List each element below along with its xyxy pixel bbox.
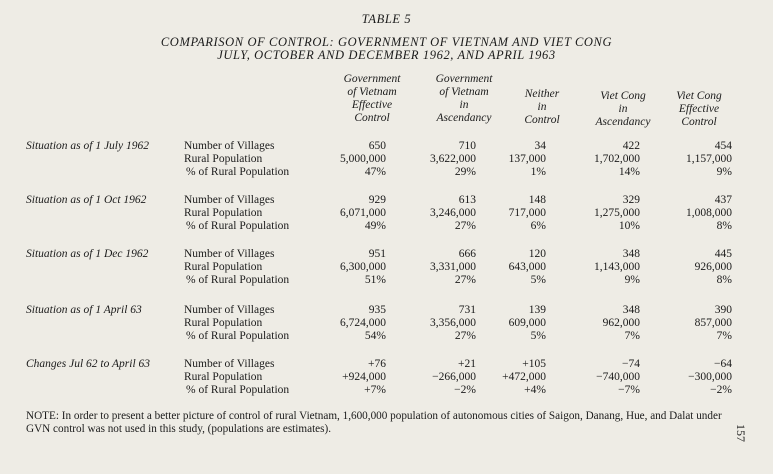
table-cell: 14% (618, 166, 640, 179)
column-header-neither-in-control: Neither in Control (524, 88, 560, 126)
table-cell: 613 (458, 194, 476, 206)
table-cell: −740,000 (596, 371, 640, 384)
page-number: 157 (734, 424, 748, 442)
table-cell: 120 (528, 248, 546, 260)
cell-column (318, 194, 386, 234)
table-cell: 27% (454, 330, 476, 343)
cell-column (500, 248, 546, 288)
table-cell: +4% (524, 384, 546, 397)
table-cell: 329 (622, 194, 640, 206)
cell-column (662, 194, 732, 234)
table-cell: 422 (622, 140, 640, 152)
table-cell: 5% (530, 274, 546, 287)
table-cell: +105 (522, 358, 546, 370)
column-header-gvn-effective-control: Government of Vietnam Effective Control (343, 73, 401, 124)
table-cell: 6,071,000 (340, 207, 386, 220)
table-cell: 9% (624, 274, 640, 287)
cell-column (662, 358, 732, 398)
table-cell: 8% (716, 220, 732, 233)
table-cell: 137,000 (508, 153, 546, 166)
table-cell: 717,000 (508, 207, 546, 220)
cell-column (408, 304, 476, 344)
cell-column (662, 304, 732, 344)
table-cell: 8% (716, 274, 732, 287)
table-cell: 390 (714, 304, 732, 316)
table-cell: 437 (714, 194, 732, 206)
table-cell: −300,000 (688, 371, 732, 384)
table-cell: 6,724,000 (340, 317, 386, 330)
table-cell: 34 (534, 140, 546, 152)
table-cell: 47% (364, 166, 386, 179)
cell-column (572, 304, 640, 344)
table-cell: 148 (528, 194, 546, 206)
cell-column (318, 248, 386, 288)
metric-labels: Number of Villages Rural Population % of Rural Population (184, 194, 290, 233)
table-cell: 454 (714, 140, 732, 152)
cell-column (408, 140, 476, 180)
table-cell: 7% (716, 330, 732, 343)
table-cell: +21 (458, 358, 476, 370)
table-footnote: NOTE: In order to present a better picture of control of rural Vietnam, 1,600,000 population of autonomous cities of Saigon, Danang, Hue, and Dalat under GVN control was not used in this study, (populations are estimates). (26, 410, 722, 435)
column-header-gvn-ascendancy: Government of Vietnam in Ascendancy (435, 73, 493, 124)
table-cell: 666 (458, 248, 476, 260)
metric-labels: Number of Villages Rural Population % of Rural Population (184, 140, 290, 179)
table-cell: 710 (458, 140, 476, 152)
table-cell: 857,000 (694, 317, 732, 330)
row-group-label: Situation as of 1 July 1962 (26, 140, 149, 152)
cell-column (500, 358, 546, 398)
table-cell: +7% (364, 384, 386, 397)
metric-labels: Number of Villages Rural Population % of Rural Population (184, 304, 290, 343)
cell-column (318, 358, 386, 398)
cell-column (572, 194, 640, 234)
table-cell: +76 (368, 358, 386, 370)
table-cell: −2% (454, 384, 476, 397)
table-cell: 3,246,000 (430, 207, 476, 220)
table-cell: −74 (622, 358, 640, 370)
cell-column (662, 248, 732, 288)
table-cell: 3,331,000 (430, 261, 476, 274)
table-cell: 3,356,000 (430, 317, 476, 330)
row-group-label: Situation as of 1 April 63 (26, 304, 142, 316)
table-cell: 643,000 (508, 261, 546, 274)
table-cell: 5% (530, 330, 546, 343)
table-cell: 348 (622, 304, 640, 316)
cell-column (500, 140, 546, 180)
cell-column (318, 304, 386, 344)
table-cell: +924,000 (342, 371, 386, 384)
column-header-vc-effective-control: Viet Cong Effective Control (676, 90, 722, 128)
cell-column (572, 140, 640, 180)
cell-column (408, 194, 476, 234)
table-cell: 951 (368, 248, 386, 260)
table-cell: 7% (624, 330, 640, 343)
table-cell: 49% (364, 220, 386, 233)
table-cell: 348 (622, 248, 640, 260)
table-cell: 10% (618, 220, 640, 233)
table-title-line-1: COMPARISON OF CONTROL: GOVERNMENT OF VIETNAM AND VIET CONG (160, 35, 613, 49)
table-cell: 5,000,000 (340, 153, 386, 166)
table-cell: 1% (530, 166, 546, 179)
cell-column (500, 304, 546, 344)
table-cell: 609,000 (508, 317, 546, 330)
metric-labels: Number of Villages Rural Population % of Rural Population (184, 358, 290, 397)
cell-column (318, 140, 386, 180)
table-cell: 51% (364, 274, 386, 287)
cell-column (408, 358, 476, 398)
table-cell: +472,000 (502, 371, 546, 384)
metric-labels: Number of Villages Rural Population % of Rural Population (184, 248, 290, 287)
table-cell: 1,143,000 (594, 261, 640, 274)
table-cell: 1,008,000 (686, 207, 732, 220)
table-cell: 935 (368, 304, 386, 316)
table-number: TABLE 5 (361, 12, 412, 26)
table-cell: 1,275,000 (594, 207, 640, 220)
table-cell: 962,000 (602, 317, 640, 330)
table-cell: 929 (368, 194, 386, 206)
column-header-vc-ascendancy: Viet Cong in Ascendancy (595, 90, 651, 128)
table-cell: 54% (364, 330, 386, 343)
table-cell: 27% (454, 220, 476, 233)
cell-column (500, 194, 546, 234)
table-cell: 6,300,000 (340, 261, 386, 274)
row-group-label: Situation as of 1 Oct 1962 (26, 194, 147, 206)
table-cell: −2% (710, 384, 732, 397)
table-cell: 650 (368, 140, 386, 152)
cell-column (572, 358, 640, 398)
cell-column (662, 140, 732, 180)
table-cell: 1,702,000 (594, 153, 640, 166)
table-cell: 9% (716, 166, 732, 179)
row-group-label: Situation as of 1 Dec 1962 (26, 248, 149, 260)
table-cell: 6% (530, 220, 546, 233)
table-cell: −64 (714, 358, 732, 370)
table-cell: −266,000 (432, 371, 476, 384)
table-cell: −7% (618, 384, 640, 397)
table-cell: 926,000 (694, 261, 732, 274)
table-cell: 27% (454, 274, 476, 287)
table-cell: 3,622,000 (430, 153, 476, 166)
table-cell: 139 (528, 304, 546, 316)
cell-column (408, 248, 476, 288)
table-cell: 29% (454, 166, 476, 179)
row-group-label: Changes Jul 62 to April 63 (26, 358, 151, 370)
table-cell: 445 (714, 248, 732, 260)
table-title-line-2: JULY, OCTOBER AND DECEMBER 1962, AND APRIL 1963 (217, 48, 556, 62)
table-cell: 1,157,000 (686, 153, 732, 166)
table-cell: 731 (458, 304, 476, 316)
cell-column (572, 248, 640, 288)
